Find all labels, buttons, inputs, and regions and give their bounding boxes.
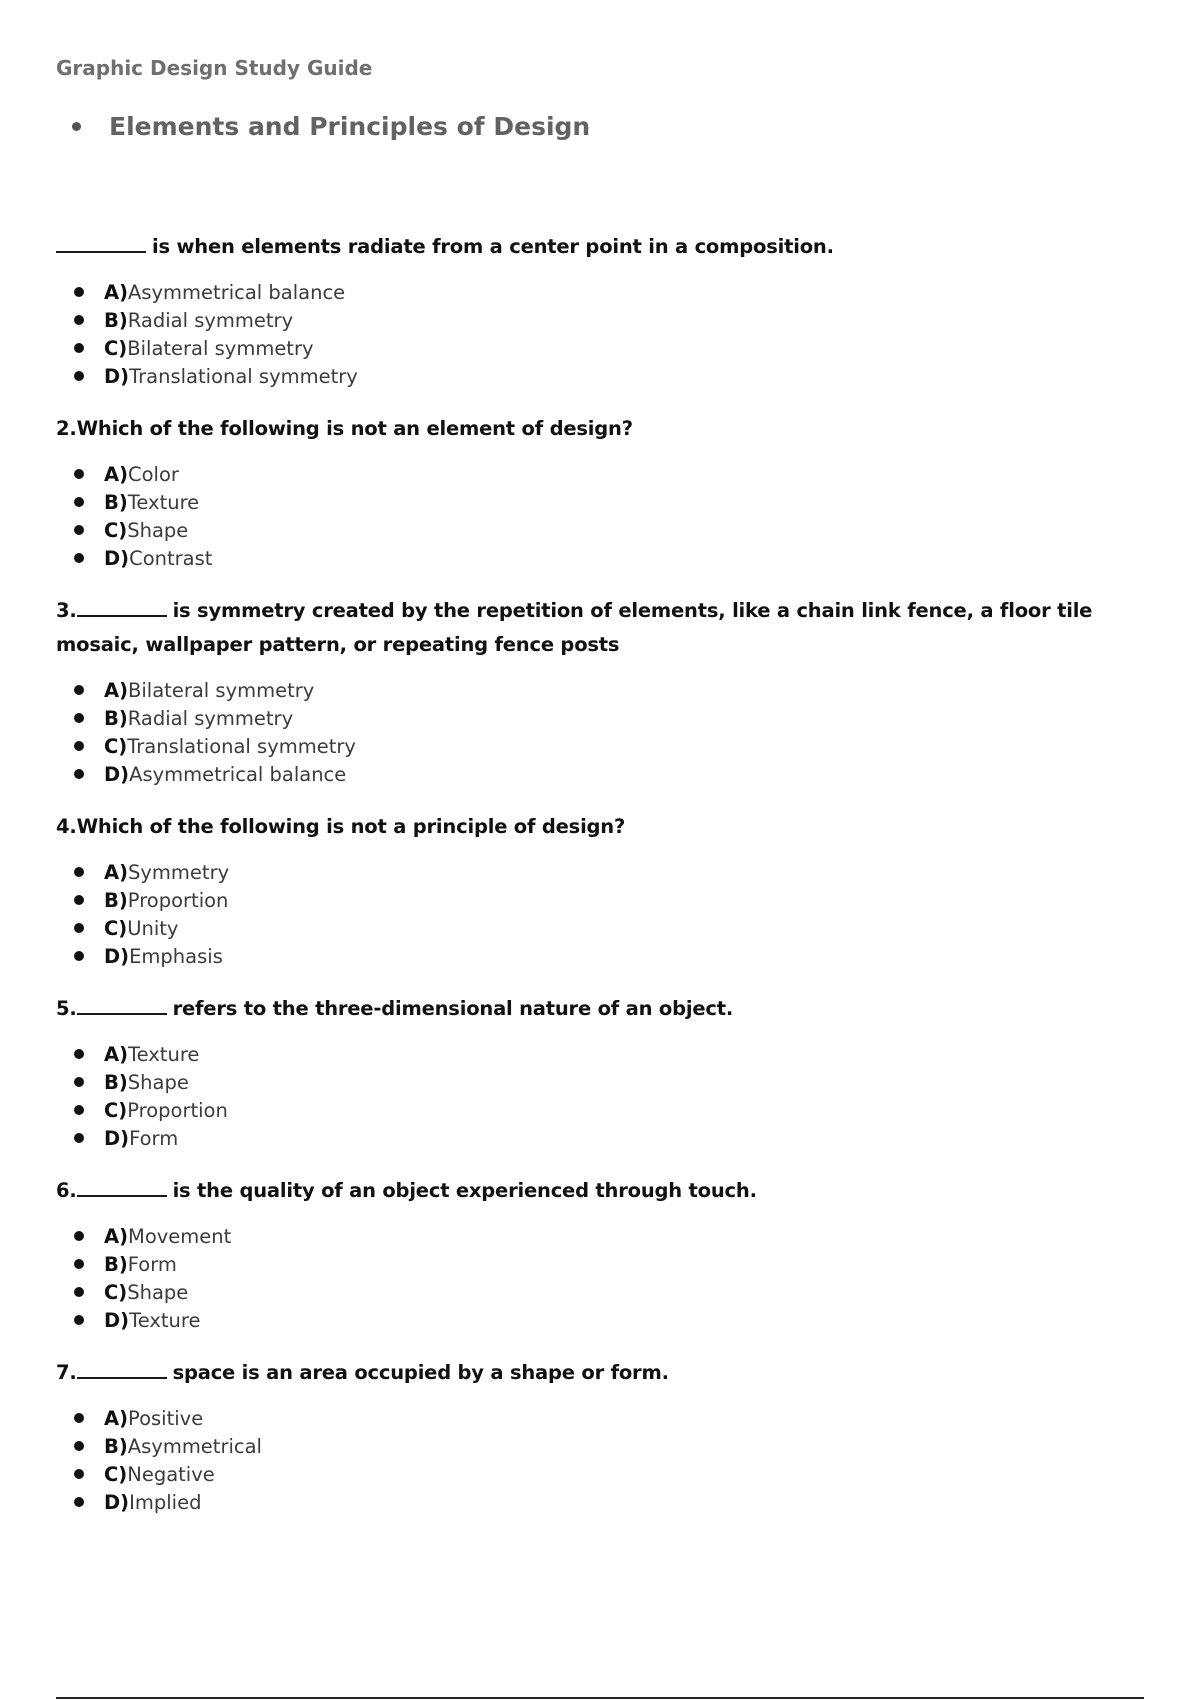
bullet-icon (74, 1413, 84, 1423)
option-text: Symmetry (128, 860, 230, 884)
option-letter: A) (104, 280, 129, 304)
question-number: 2. (56, 417, 77, 440)
option-item (74, 1404, 1136, 1432)
option-text: Translational symmetry (127, 734, 356, 758)
bullet-icon (74, 923, 84, 933)
option-list (56, 1404, 1136, 1516)
bullet-icon (74, 895, 84, 905)
option-list (56, 278, 1136, 390)
question-number: 6. (56, 1179, 77, 1202)
option-item (74, 544, 1136, 572)
option-letter: D) (104, 1490, 130, 1514)
bullet-icon (74, 315, 84, 325)
option-letter: D) (104, 364, 130, 388)
option-letter: A) (104, 1042, 129, 1066)
question-prompt: is when elements radiate from a center point in a composition. (152, 235, 834, 258)
option-text: Shape (127, 1280, 189, 1304)
option-letter: A) (104, 860, 129, 884)
option-text: Shape (127, 1070, 189, 1094)
bullet-icon (72, 122, 81, 131)
option-item (74, 1096, 1136, 1124)
option-letter: D) (104, 1308, 130, 1332)
question-number: 7. (56, 1361, 77, 1384)
bullet-icon (74, 1231, 84, 1241)
option-text: Texture (127, 490, 200, 514)
option-text: Bilateral symmetry (127, 336, 314, 360)
option-letter: D) (104, 944, 130, 968)
bullet-icon (74, 1259, 84, 1269)
option-text: Form (127, 1252, 177, 1276)
question-text (56, 412, 1136, 446)
option-item (74, 334, 1136, 362)
option-text: Positive (128, 1406, 204, 1430)
bullet-icon (74, 1287, 84, 1297)
section-heading-text: Elements and Principles of Design (109, 112, 591, 141)
option-item (74, 362, 1136, 390)
option-letter: C) (104, 1280, 128, 1304)
option-item (74, 886, 1136, 914)
bullet-icon (74, 1315, 84, 1325)
question-list (56, 230, 1136, 1516)
option-list (56, 460, 1136, 572)
question-text (56, 230, 1136, 264)
bullet-icon (74, 1077, 84, 1087)
option-letter: A) (104, 678, 129, 702)
option-text: Proportion (127, 1098, 228, 1122)
option-item (74, 1068, 1136, 1096)
bullet-icon (74, 371, 84, 381)
option-item (74, 1124, 1136, 1152)
option-text: Asymmetrical balance (128, 280, 346, 304)
question-block (56, 1356, 1136, 1516)
bullet-icon (74, 951, 84, 961)
bullet-icon (74, 713, 84, 723)
option-letter: C) (104, 734, 128, 758)
option-item (74, 732, 1136, 760)
option-letter: C) (104, 1462, 128, 1486)
document-title: Graphic Design Study Guide (56, 56, 373, 80)
option-letter: B) (104, 1070, 128, 1094)
spacer (56, 970, 1136, 992)
option-text: Negative (127, 1462, 215, 1486)
bullet-icon (74, 1469, 84, 1479)
option-text: Texture (128, 1042, 200, 1066)
option-letter: D) (104, 762, 130, 786)
option-letter: C) (104, 916, 128, 940)
option-item (74, 1250, 1136, 1278)
option-letter: B) (104, 1434, 128, 1458)
question-number: 3. (56, 599, 77, 622)
answer-blank (77, 599, 167, 617)
question-number: 5. (56, 997, 77, 1020)
bullet-icon (74, 1133, 84, 1143)
question-prompt: is the quality of an object experienced through touch. (172, 1179, 757, 1202)
answer-blank (77, 997, 167, 1015)
spacer (56, 1152, 1136, 1174)
option-text: Color (128, 462, 179, 486)
option-text: Bilateral symmetry (128, 678, 315, 702)
option-item (74, 488, 1136, 516)
question-block (56, 810, 1136, 992)
question-block (56, 230, 1136, 412)
option-item (74, 1222, 1136, 1250)
option-text: Unity (127, 916, 179, 940)
option-list (56, 1222, 1136, 1334)
bullet-icon (74, 1049, 84, 1059)
option-text: Translational symmetry (129, 364, 358, 388)
option-text: Form (129, 1126, 179, 1150)
option-item (74, 516, 1136, 544)
option-letter: B) (104, 1252, 128, 1276)
option-list (56, 676, 1136, 788)
option-item (74, 460, 1136, 488)
option-letter: C) (104, 1098, 128, 1122)
option-item (74, 858, 1136, 886)
option-text: Implied (129, 1490, 202, 1514)
question-text (56, 810, 1136, 844)
question-text (56, 1174, 1136, 1208)
question-text (56, 1356, 1136, 1390)
option-item (74, 1432, 1136, 1460)
option-item (74, 1306, 1136, 1334)
bullet-icon (74, 1441, 84, 1451)
question-prompt: Which of the following is not an element of design? (76, 417, 633, 440)
question-text (56, 594, 1136, 662)
bullet-icon (74, 343, 84, 353)
option-letter: B) (104, 706, 128, 730)
option-text: Movement (128, 1224, 232, 1248)
option-text: Proportion (127, 888, 229, 912)
option-letter: A) (104, 462, 129, 486)
spacer (56, 1334, 1136, 1356)
option-item (74, 278, 1136, 306)
option-letter: C) (104, 336, 128, 360)
answer-blank (77, 1361, 167, 1379)
option-item (74, 760, 1136, 788)
footer-divider (56, 1697, 1144, 1699)
spacer (56, 572, 1136, 594)
option-item (74, 704, 1136, 732)
option-item (74, 1040, 1136, 1068)
option-item (74, 676, 1136, 704)
option-text: Emphasis (129, 944, 223, 968)
option-text: Texture (129, 1308, 201, 1332)
option-text: Contrast (129, 546, 213, 570)
option-item (74, 306, 1136, 334)
bullet-icon (74, 769, 84, 779)
option-list (56, 1040, 1136, 1152)
bullet-icon (74, 1497, 84, 1507)
section-heading (72, 112, 590, 141)
option-item (74, 1278, 1136, 1306)
option-list (56, 858, 1136, 970)
question-number: 4. (56, 815, 77, 838)
bullet-icon (74, 867, 84, 877)
question-prompt: is symmetry created by the repetition of elements, like a chain link fence, a floor tile mosaic, wallpaper pattern, or repeating fence posts (56, 599, 1093, 656)
bullet-icon (74, 741, 84, 751)
option-letter: B) (104, 888, 128, 912)
bullet-icon (74, 553, 84, 563)
spacer (56, 788, 1136, 810)
question-prompt: space is an area occupied by a shape or form. (172, 1361, 669, 1384)
option-letter: B) (104, 490, 128, 514)
option-item (74, 914, 1136, 942)
answer-blank (56, 235, 146, 253)
option-letter: A) (104, 1406, 129, 1430)
option-item (74, 1460, 1136, 1488)
option-text: Shape (127, 518, 189, 542)
option-letter: D) (104, 546, 130, 570)
bullet-icon (74, 287, 84, 297)
option-text: Radial symmetry (127, 706, 294, 730)
option-letter: C) (104, 518, 128, 542)
question-prompt: refers to the three-dimensional nature of an object. (172, 997, 734, 1020)
option-item (74, 942, 1136, 970)
option-letter: A) (104, 1224, 129, 1248)
question-text (56, 992, 1136, 1026)
bullet-icon (74, 685, 84, 695)
bullet-icon (74, 525, 84, 535)
option-letter: D) (104, 1126, 130, 1150)
option-item (74, 1488, 1136, 1516)
option-text: Asymmetrical (127, 1434, 262, 1458)
spacer (56, 390, 1136, 412)
question-block (56, 594, 1136, 810)
question-prompt: Which of the following is not a principle of design? (76, 815, 626, 838)
bullet-icon (74, 497, 84, 507)
question-block (56, 412, 1136, 594)
option-text: Radial symmetry (127, 308, 294, 332)
option-letter: B) (104, 308, 128, 332)
question-block (56, 992, 1136, 1174)
option-text: Asymmetrical balance (129, 762, 347, 786)
answer-blank (77, 1179, 167, 1197)
bullet-icon (74, 469, 84, 479)
question-block (56, 1174, 1136, 1356)
bullet-icon (74, 1105, 84, 1115)
